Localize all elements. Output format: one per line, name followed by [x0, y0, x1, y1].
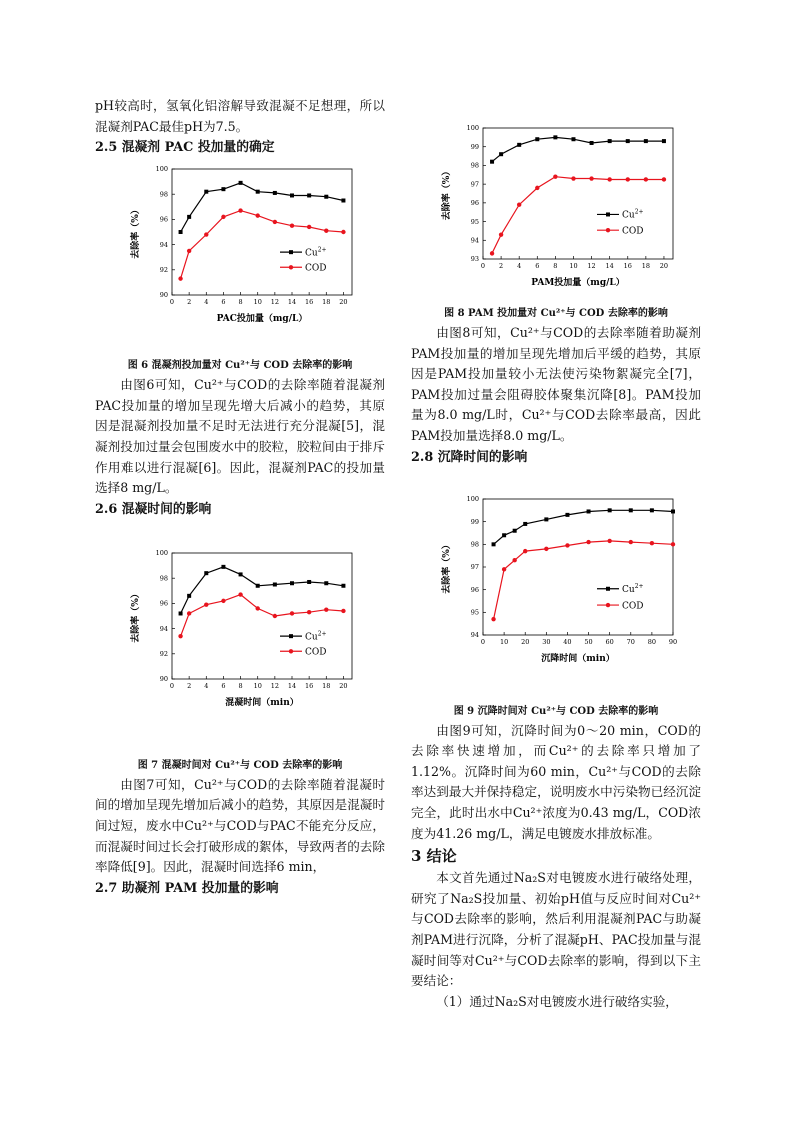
data-point [187, 249, 191, 253]
x-tick-label: 2 [187, 298, 192, 307]
y-tick-label: 98 [159, 574, 168, 583]
data-point [324, 581, 328, 585]
data-point [341, 609, 345, 613]
data-point [523, 548, 527, 552]
data-point [535, 137, 539, 141]
data-point [571, 176, 575, 180]
data-point [629, 539, 633, 543]
x-tick-label: 0 [169, 298, 175, 307]
legend-label: COD [305, 647, 327, 658]
y-tick-label: 93 [470, 255, 479, 264]
x-tick-label: 40 [563, 637, 572, 646]
y-tick-label: 90 [159, 291, 168, 300]
y-tick-label: 97 [470, 562, 479, 571]
section-heading-2-8: 2.8 沉降时间的影响 [411, 449, 528, 465]
legend-superscript: 2+ [317, 246, 327, 254]
data-point [290, 194, 294, 198]
x-tick-label: 12 [270, 681, 279, 690]
data-point [324, 607, 328, 611]
y-tick-label: 97 [470, 180, 479, 189]
data-point [502, 533, 506, 537]
data-point [290, 581, 294, 585]
data-point [179, 230, 183, 234]
data-point [273, 191, 277, 195]
data-point [256, 606, 260, 610]
data-point [629, 508, 633, 512]
y-tick-label: 95 [470, 608, 479, 617]
data-point [221, 187, 225, 191]
right-column [411, 305, 701, 1012]
x-tick-label: 18 [641, 262, 650, 270]
data-point [179, 611, 183, 615]
legend-label: $Cu^{2+}$ [622, 582, 644, 595]
data-point [341, 230, 345, 234]
figure-9-slot [411, 489, 701, 703]
data-point [535, 186, 539, 190]
figure-9-caption: 图 9 沉降时间对 Cu²⁺与 COD 去除率的影响 [453, 705, 659, 717]
plot-frame [172, 553, 352, 679]
x-tick-label: 14 [287, 298, 297, 307]
figure-9-discussion: 由图9可知，沉降时间为0～20 min，COD的去除率快速增加，而Cu²⁺的去除率只增加了1.12%。沉降时间为60 min，Cu²⁺与COD的去除率达到最大并保持稳定，说明废水中污染物已经沉淀完全，此时出水中Cu²⁺浓度为0.43 mg/L，COD浓度为41.26 mg/L，满足电镀废水排放标准。 [411, 722, 701, 841]
section-heading-3: 3 结论 [411, 847, 457, 866]
x-tick-label: 18 [322, 298, 331, 307]
legend-label: $Cu^{2+}$ [622, 208, 644, 221]
data-point [204, 571, 208, 575]
legend-marker [606, 586, 610, 590]
data-point [307, 225, 311, 229]
conclusion-item-1: （1）通过Na₂S对电镀废水进行破络实验， [436, 993, 678, 1009]
data-point [238, 209, 242, 213]
x-tick-label: 20 [521, 637, 530, 646]
data-point [671, 509, 675, 513]
legend-label: $Cu^{2+}$ [305, 630, 327, 643]
x-tick-label: 30 [542, 637, 551, 646]
data-point [187, 611, 191, 615]
series-line-cu [494, 510, 673, 544]
x-tick-label: 0 [169, 681, 175, 690]
x-tick-label: 16 [305, 681, 314, 690]
x-tick-label: 2 [187, 681, 192, 690]
data-point [650, 508, 654, 512]
figure-7-discussion: 由图7可知，Cu²⁺与COD的去除率随着混凝时间的增加呈现先增加后减小的趋势，其原因是混凝时间过短，废水中Cu²⁺与COD与PAC不能充分反应，而混凝时间过长会打破形成的絮体，导致两者的去除率降低[9]。因此，混凝时间选择6 min， [95, 776, 385, 875]
legend-marker [606, 228, 610, 232]
x-tick-label: 4 [204, 681, 209, 690]
data-point [221, 565, 225, 569]
legend-superscript: 2+ [634, 582, 644, 590]
data-point [517, 143, 521, 147]
y-axis-label: 去除率（%） [131, 205, 141, 259]
data-point [178, 634, 182, 638]
plot-frame [483, 128, 673, 259]
figure-8-caption: 图 8 PAM 投加量对 Cu²⁺与 COD 去除率的影响 [444, 308, 668, 319]
x-tick-label: 6 [221, 681, 226, 690]
series-line-cu [492, 137, 664, 161]
y-tick-label: 94 [159, 624, 168, 633]
figure-7-caption: 图 7 混凝时间对 Cu²⁺与 COD 去除率的影响 [137, 759, 343, 771]
data-point [256, 190, 260, 194]
data-point [490, 160, 494, 164]
data-point [256, 214, 260, 218]
x-tick-label: 8 [238, 681, 243, 690]
x-axis-label: 混凝时间（min） [225, 697, 299, 708]
data-point [502, 567, 506, 571]
data-point [608, 508, 612, 512]
section-heading-2-6: 2.6 混凝时间的影响 [95, 501, 212, 517]
y-tick-label: 98 [470, 161, 479, 170]
data-point [307, 194, 311, 198]
legend-marker [289, 265, 293, 269]
figure-7-slot [95, 543, 385, 757]
data-point [499, 152, 503, 156]
data-point [324, 229, 328, 233]
figure-8-block [411, 118, 701, 293]
y-tick-label: 96 [470, 585, 479, 594]
legend-marker [289, 634, 293, 638]
x-tick-label: 20 [659, 262, 669, 270]
x-tick-label: 18 [322, 681, 331, 690]
data-point [644, 177, 648, 181]
section-heading-2-5: 2.5 混凝剂 PAC 投加量的确定 [95, 140, 275, 156]
x-tick-label: 80 [647, 637, 657, 646]
figure-6-slot [95, 159, 385, 357]
data-point [273, 220, 277, 224]
x-tick-label: 6 [221, 298, 226, 307]
data-point [290, 611, 294, 615]
x-tick-label: 10 [499, 637, 509, 646]
data-point [544, 517, 548, 521]
y-tick-label: 96 [159, 215, 168, 224]
left-column [95, 96, 385, 900]
x-tick-label: 2 [499, 262, 504, 270]
figure-6-chart [120, 159, 360, 329]
legend-label: COD [305, 263, 327, 274]
x-tick-label: 16 [623, 262, 632, 270]
data-point [204, 190, 208, 194]
data-point [607, 538, 611, 542]
y-axis-label: 去除率（%） [131, 588, 141, 643]
data-point [290, 224, 294, 228]
x-tick-label: 12 [587, 262, 596, 270]
data-point [565, 512, 569, 516]
legend-marker [289, 649, 293, 653]
y-tick-label: 98 [470, 540, 479, 549]
data-point [626, 177, 630, 181]
data-point [608, 139, 612, 143]
y-tick-label: 100 [466, 494, 479, 503]
x-tick-label: 4 [204, 298, 209, 307]
legend-marker [606, 212, 610, 216]
x-tick-label: 6 [535, 262, 540, 270]
data-point [553, 135, 557, 139]
data-point [239, 572, 243, 576]
figure-6-caption: 图 6 混凝剂投加量对 Cu²⁺与 COD 去除率的影响 [127, 360, 353, 372]
data-point [565, 543, 569, 547]
data-point [324, 195, 328, 199]
y-tick-label: 95 [470, 217, 479, 226]
data-point [499, 232, 503, 236]
data-point [238, 592, 242, 596]
y-tick-label: 92 [159, 649, 168, 658]
data-point [650, 541, 654, 545]
data-point [589, 176, 593, 180]
data-point [341, 199, 345, 203]
figure-8-chart [431, 118, 681, 293]
data-point [204, 602, 208, 606]
y-axis-label: 去除率（%） [442, 166, 452, 221]
y-axis-label: 去除率（%） [442, 539, 452, 594]
data-point [671, 542, 675, 546]
data-point [626, 139, 630, 143]
x-tick-label: 20 [339, 681, 348, 690]
data-point [586, 539, 590, 543]
figure-9-chart [431, 489, 681, 669]
y-tick-label: 100 [466, 124, 479, 133]
y-tick-label: 99 [470, 517, 479, 526]
x-tick-label: 10 [253, 298, 262, 307]
data-point [644, 139, 648, 143]
x-tick-label: 8 [238, 298, 243, 307]
data-point [590, 141, 594, 145]
y-tick-label: 94 [470, 236, 479, 245]
x-tick-label: 50 [584, 637, 593, 646]
y-tick-label: 94 [470, 630, 479, 639]
x-tick-label: 14 [605, 262, 614, 270]
y-tick-label: 90 [159, 674, 168, 683]
data-point [662, 177, 666, 181]
x-tick-label: 90 [668, 637, 678, 646]
data-point [341, 584, 345, 588]
x-tick-label: 20 [339, 298, 348, 307]
legend-marker [606, 602, 610, 606]
y-tick-label: 100 [155, 548, 168, 557]
x-tick-label: 10 [253, 681, 262, 690]
x-tick-label: 14 [287, 681, 297, 690]
x-axis-label: 沉降时间（min） [541, 653, 615, 664]
conclusion-paragraph: 本文首先通过Na₂S对电镀废水进行破络处理，研究了Na₂S投加量、初始pH值与反应时间对Cu²⁺与COD去除率的影响，然后利用混凝剂PAC与助凝剂PAM进行沉降，分析了混凝pH、PAC投加量与混凝时间等对Cu²⁺与COD去除率的影响，得到以下主要结论： [411, 870, 701, 989]
data-point [517, 203, 521, 207]
data-point [544, 546, 548, 550]
data-point [273, 614, 277, 618]
figure-8-discussion: 由图8可知，Cu²⁺与COD的去除率随着助凝剂PAM投加量的增加呈现先增加后平缓的趋势，其原因是PAM投加量较小无法使污染物絮凝完全[7]，PAM投加过量会阻碍胶体聚集沉降[8]。PAM投加量为8.0 mg/L时，Cu²⁺与COD去除率最高，因此PAM投加量选择8.0 mg/L。 [411, 325, 701, 443]
x-tick-label: 4 [517, 262, 522, 270]
data-point [178, 277, 182, 281]
legend-label: COD [622, 600, 644, 611]
data-point [513, 528, 517, 532]
data-point [553, 174, 557, 178]
data-point [256, 584, 260, 588]
figure-6-discussion: 由图6可知，Cu²⁺与COD的去除率随着混凝剂PAC投加量的增加呈现先增大后减小的趋势，其原因是混凝剂投加量不足时无法进行充分混凝[5]，混凝剂投加过量会包围废水中的胶粒，胶粒间由于排斥作用难以进行混凝[6]。因此，混凝剂PAC的投加量选择8 mg/L。 [95, 377, 385, 496]
section-heading-2-7: 2.7 助凝剂 PAM 投加量的影响 [95, 880, 279, 896]
legend-superscript: 2+ [634, 208, 644, 216]
data-point [523, 521, 527, 525]
data-point [491, 616, 495, 620]
y-tick-label: 92 [159, 266, 168, 275]
x-tick-label: 60 [605, 637, 614, 646]
data-point [490, 251, 494, 255]
y-tick-label: 96 [159, 599, 168, 608]
data-point [221, 215, 225, 219]
data-point [662, 139, 666, 143]
data-point [221, 598, 225, 602]
x-tick-label: 12 [270, 298, 279, 307]
data-point [607, 177, 611, 181]
data-point [492, 542, 496, 546]
x-tick-label: 8 [553, 262, 558, 270]
x-axis-label: PAC投加量（mg/L） [216, 314, 308, 325]
y-tick-label: 100 [155, 165, 168, 174]
x-tick-label: 70 [626, 637, 635, 646]
data-point [187, 215, 191, 219]
x-tick-label: 16 [305, 298, 314, 307]
y-tick-label: 99 [470, 142, 479, 151]
data-point [187, 594, 191, 598]
x-axis-label: PAM投加量（mg/L） [531, 278, 625, 288]
data-point [273, 582, 277, 586]
x-tick-label: 0 [480, 637, 486, 646]
legend-label: $Cu^{2+}$ [305, 246, 327, 259]
data-point [571, 137, 575, 141]
data-point [512, 558, 516, 562]
data-point [307, 610, 311, 614]
intro-paragraph: pH较高时，氢氧化铝溶解导致混凝不足想理，所以混凝剂PAC最佳pH为7.5。 [95, 98, 385, 134]
figure-7-chart [120, 543, 360, 713]
series-line-cod [494, 540, 673, 618]
data-point [239, 181, 243, 185]
y-tick-label: 98 [159, 190, 168, 199]
legend-label: COD [622, 226, 644, 237]
data-point [204, 233, 208, 237]
x-tick-label: 0 [480, 262, 486, 270]
legend-marker [289, 250, 293, 254]
data-point [307, 580, 311, 584]
y-tick-label: 94 [159, 240, 168, 249]
y-tick-label: 96 [470, 199, 479, 208]
data-point [587, 509, 591, 513]
plot-frame [483, 499, 673, 635]
x-tick-label: 10 [569, 262, 578, 270]
legend-superscript: 2+ [317, 630, 327, 638]
